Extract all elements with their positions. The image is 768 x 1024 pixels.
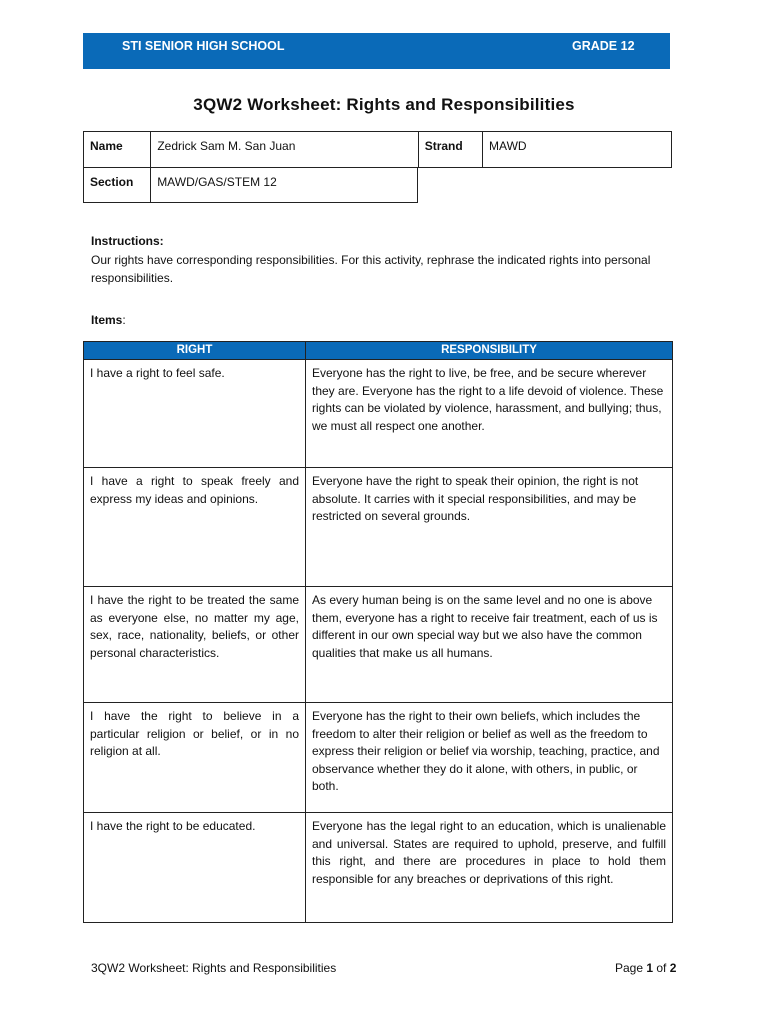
page-total: 2 [669,961,677,975]
grade-level: GRADE 12 [572,39,635,53]
section-info-table [83,167,418,203]
page-title: 3QW2 Worksheet: Rights and Responsibilities [193,95,575,114]
student-info-table [83,131,672,168]
items-colon: : [122,313,126,327]
footer-title: 3QW2 Worksheet: Rights and Responsibilities [91,961,337,975]
table-row [84,813,673,923]
responsibility-cell: Everyone has the right to live, be free, and be secure wherever they are. Everyone has the right to a life devoid of violence. These rights can be violated by violence, harassment, and bullying; thus, we must all respect one another. [306,360,673,468]
header-responsibility: RESPONSIBILITY [306,342,673,360]
page-prefix: Page [615,961,647,975]
right-cell: I have a right to feel safe. [84,360,306,468]
strand-value: MAWD [483,132,672,168]
school-name: STI SENIOR HIGH SCHOOL [122,39,285,53]
responsibility-cell: As every human being is on the same level and no one is above them, everyone has a right to receive fair treatment, each of us is different in our own special way but we also have the common qualities that make us all humans. [306,587,673,703]
rights-table [83,341,673,923]
responsibility-cell: Everyone have the right to speak their opinion, the right is not absolute. It carries with it special responsibilities, and may be restricted on several grounds. [306,468,673,587]
name-label: Name [84,132,151,168]
strand-label: Strand [418,132,482,168]
responsibility-cell: Everyone has the legal right to an education, which is unalienable and universal. States are required to uphold, preserve, and fulfill this right, and there are procedures in place to hold them responsible for any breaches or deprivations of this right. [306,813,673,923]
name-value: Zedrick Sam M. San Juan [151,132,418,168]
right-cell: I have the right to be educated. [84,813,306,923]
section-label: Section [84,168,151,203]
page-of: of [653,961,670,975]
instructions-text: Our rights have corresponding responsibilities. For this activity, rephrase the indicated rights into personal responsibilities. [91,253,651,285]
page-number [615,961,676,975]
header-banner [83,33,670,69]
responsibility-cell: Everyone has the right to their own beliefs, which includes the freedom to alter their religion or belief as well as the freedom to express their religion or belief via worship, teaching, practice, and observance whether they do it alone, with others, in public, or both. [306,703,673,813]
section-value: MAWD/GAS/STEM 12 [151,168,418,203]
page-current: 1 [646,961,654,975]
items-label [91,313,126,327]
instructions-heading: Instructions: [91,234,164,248]
right-cell: I have a right to speak freely and express my ideas and opinions. [84,468,306,587]
right-cell: I have the right to believe in a particular religion or belief, or in no religion at all. [84,703,306,813]
table-row [84,468,673,587]
header-right: RIGHT [84,342,306,360]
items-text: Items [91,313,123,327]
right-cell: I have the right to be treated the same as everyone else, no matter my age, sex, race, nationality, beliefs, or other personal characteristics. [84,587,306,703]
table-row [84,360,673,468]
table-row [84,703,673,813]
table-row [84,587,673,703]
